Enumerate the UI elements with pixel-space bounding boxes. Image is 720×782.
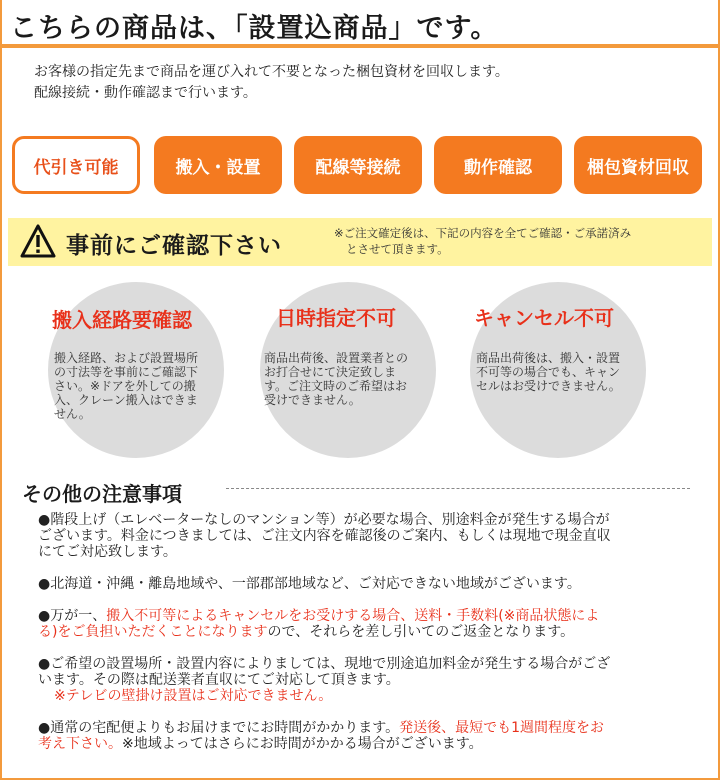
note-line: います。その際は配送業者直収にてご対応して頂きます。	[38, 672, 400, 688]
service-steps	[12, 136, 712, 196]
warning-title: 事前にご確認下さい	[66, 233, 282, 259]
warning-note	[334, 225, 704, 257]
circle-no-cancellation-line: 商品出荷後は、搬入・設置	[476, 351, 621, 365]
circle-no-date-designation-line: 受けできません。	[264, 393, 361, 407]
step-delivery-installation: 搬入・設置	[154, 136, 282, 194]
note-text: ※地域よってはさらにお時間がかかる場合がございます。	[122, 736, 483, 752]
circle-no-cancellation-title: キャンセル不可	[474, 306, 614, 330]
intro-text	[34, 62, 509, 104]
note-highlight: ※テレビの壁掛け設置はご対応できません。	[54, 688, 333, 704]
circle-no-date-designation-line: す。ご注文時のご希望はお	[264, 379, 408, 393]
note-highlight: 発送後、最短でも1週間程度をお	[399, 720, 605, 736]
circle-no-date-designation-line: 商品出荷後、設置業者との	[264, 351, 409, 365]
circle-no-cancellation-line: 不可等の場合でも、キャン	[476, 365, 621, 379]
section-divider	[226, 488, 690, 489]
intro-line-2: 配線接続・動作確認まで行います。	[34, 85, 257, 101]
note-stairs	[38, 512, 611, 560]
circle-route-check-line: せん。	[54, 407, 91, 421]
warning-note-line-2: とさせて頂きます。	[346, 242, 449, 256]
note-line: ●ご希望の設置場所・設置内容によりましては、現地で別途追加料金が発生する場合がござ	[38, 656, 611, 672]
note-unsupported-areas	[38, 576, 581, 592]
step-cod-available: 代引き可能	[12, 136, 140, 194]
note-line: ●北海道・沖縄・離島地域や、一部郡部地域など、ご対応できない地域がございます。	[38, 576, 581, 592]
note-text: ので、それらを差し引いてのご返金となります。	[267, 624, 575, 640]
warning-note-line-1: ※ご注文確定後は、下記の内容を全てご確認・ご承諾済み	[334, 226, 632, 240]
header-underline	[0, 44, 720, 48]
circle-no-cancellation-line: セルはお受けできません。	[476, 379, 621, 393]
step-operation-check: 動作確認	[434, 136, 562, 194]
note-highlight: 搬入不可等によるキャンセルをお受けする場合、送料・手数料(※商品状態によ	[106, 608, 600, 624]
note-delivery-time	[38, 720, 604, 752]
warning-icon	[20, 224, 56, 258]
warning-banner	[8, 218, 712, 266]
circle-no-cancellation-text	[476, 351, 621, 393]
note-text: ●通常の宅配便よりもお届けまでにお時間がかかります。	[38, 720, 400, 736]
circle-no-date-designation-title: 日時指定不可	[276, 306, 396, 330]
circle-no-date-designation-text	[264, 351, 408, 407]
step-packaging-collection: 梱包資材回収	[574, 136, 702, 194]
note-additional-charges	[38, 656, 610, 704]
circle-route-check-line: 搬入経路、および設置場所	[54, 351, 199, 365]
circle-no-date-designation-line: お打合せにて決定致しま	[264, 365, 397, 379]
circle-route-check-text	[54, 351, 198, 421]
header	[0, 0, 720, 46]
page-title: こちらの商品は、「設置込商品」です。	[10, 13, 499, 44]
intro-line-1: お客様の指定先まで商品を運び入れて不要となった梱包資材を回収します。	[34, 64, 509, 80]
circle-route-check-line: さい。※ドアを外しての搬	[54, 379, 196, 393]
circle-route-check-line: の寸法等を事前にご確認下	[54, 365, 199, 379]
note-highlight: 考え下さい。	[38, 736, 122, 752]
note-text: ●万が一、	[38, 608, 107, 624]
note-line: ●階段上げ（エレベーターなしのマンション等）が必要な場合、別途料金が発生する場合が	[38, 512, 610, 528]
circle-route-check-line: 入、クレーン搬入はできま	[54, 393, 198, 407]
other-notes-title: その他の注意事項	[22, 482, 182, 506]
note-line: ございます。料金につきましては、ご注文内容を確認後のご案内、もしくは現地で現金直収	[38, 528, 611, 544]
circle-route-check-title: 搬入経路要確認	[52, 308, 192, 332]
note-line: にてご対応致します。	[38, 544, 177, 560]
step-wiring-connection: 配線等接続	[294, 136, 422, 194]
note-highlight: る)をご負担いただくことになります	[38, 624, 268, 640]
note-cancellation-fees	[38, 608, 599, 640]
